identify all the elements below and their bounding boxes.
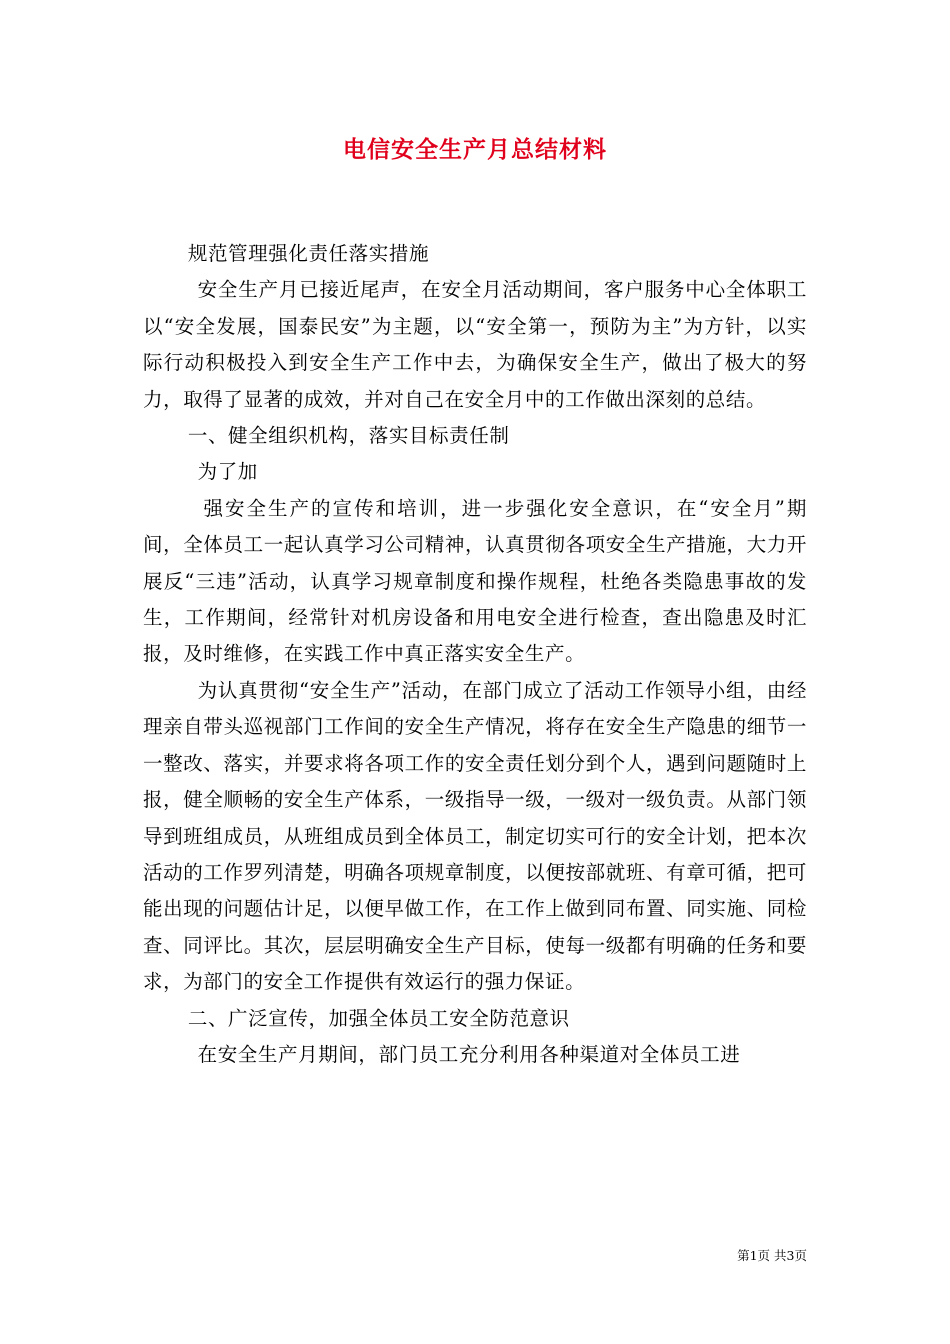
footer-middle: 页 共 [757,1248,787,1263]
section-heading-1: 一、健全组织机构，落实目标责任制 [187,424,510,448]
paragraph-training: 强安全生产的宣传和培训，进一步强化安全意识，在“安全月”期间，全体员工一起认真学习公司精神，认真贯彻各项安全生产措施，大力开展反“三违”活动，认真学习规章制度和操作规程，杜绝各类隐患事故的发生，工作期间，经常针对机房设备和用电安全进行检查，查出隐患及时汇报，及时维修，在实践工作中真正落实安全生产。 [143,496,807,666]
paragraph-subtitle: 规范管理强化责任落实措施 [187,242,430,265]
footer-suffix: 页 [794,1248,807,1263]
footer-total-pages: 3 [786,1248,795,1263]
document-title: 电信安全生产月总结材料 [343,136,607,163]
page-number-footer [737,1247,807,1265]
paragraph-intro: 安全生产月已接近尾声，在安全月活动期间，客户服务中心全体职工以“安全发展，国泰民安”为主题，以“安全第一，预防为主”为方针，以实际行动积极投入到安全生产工作中去，为确保安全生产，做出了极大的努力，取得了显著的成效，并对自己在安全月中的工作做出深刻的总结。 [143,278,807,411]
footer-current-page: 1 [749,1248,758,1263]
footer-prefix: 第 [737,1248,750,1263]
section-heading-2: 二、广泛宣传，加强全体员工安全防范意识 [187,1006,570,1030]
paragraph-leadership: 为认真贯彻“安全生产”活动，在部门成立了活动工作领导小组，由经理亲自带头巡视部门工作间的安全生产情况，将存在安全生产隐患的细节一一整改、落实，并要求将各项工作的安全责任划分到个人，遇到问题随时上报，健全顺畅的安全生产体系，一级指导一级，一级对一级负责。从部门领导到班组成员，从班组成员到全体员工，制定切实可行的安全计划，把本次活动的工作罗列清楚，明确各项规章制度，以便按部就班、有章可循，把可能出现的问题估计足，以便早做工作，在工作上做到同布置、同实施、同检查、同评比。其次，层层明确安全生产目标，使每一级都有明确的任务和要求，为部门的安全工作提供有效运行的强力保证。 [143,678,807,994]
paragraph-fragment: 为了加 [197,460,258,484]
document-body [143,236,807,1073]
paragraph-publicity: 在安全生产月期间，部门员工充分利用各种渠道对全体员工进 [197,1042,741,1066]
